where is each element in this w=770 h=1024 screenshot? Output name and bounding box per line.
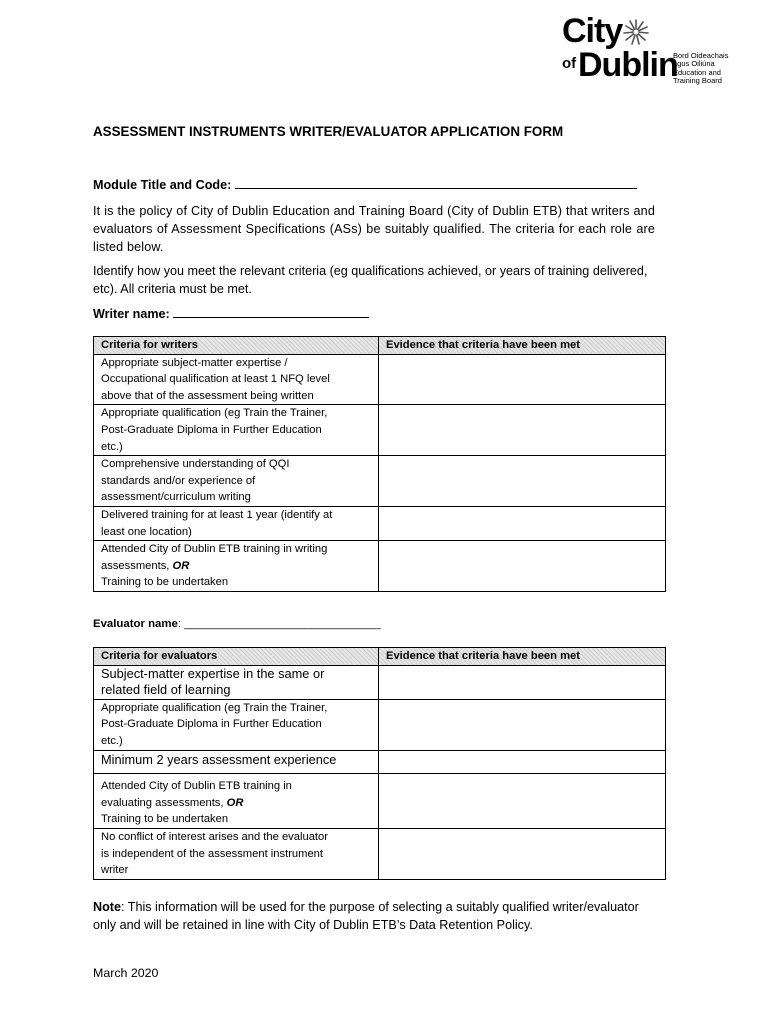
evaluator-criteria-table (93, 647, 666, 880)
writer-name-label: Writer name: (93, 307, 170, 321)
evidence-cell[interactable] (379, 828, 666, 879)
criteria-cell: No conflict of interest arises and the evaluator is independent of the assessment instrument writer (94, 828, 379, 879)
evidence-cell[interactable] (379, 750, 666, 774)
or-emphasis: OR (172, 559, 190, 572)
writer-name-line (93, 305, 655, 323)
table-header-row (94, 337, 666, 355)
criteria-cell: Delivered training for at least 1 year (identify at least one location) (94, 506, 379, 540)
policy-paragraph: It is the policy of City of Dublin Education and Training Board (City of Dublin ETB) that writers and evaluators of Assessment Specifications (ASs) be suitably qualified. The criteria for each role are listed below. (93, 204, 655, 254)
note-text: : This information will be used for the purpose of selecting a suitably qualified writer/evaluator only and will be retained in line with City of Dublin ETB’s Data Retention Policy. (93, 900, 639, 933)
table-row (94, 699, 666, 750)
table-row (94, 828, 666, 879)
table-row (94, 506, 666, 540)
evidence-cell[interactable] (379, 354, 666, 405)
form-title: ASSESSMENT INSTRUMENTS WRITER/EVALUATOR APPLICATION FORM (93, 124, 564, 139)
evaluator-evidence-header: Evidence that criteria have been met (379, 648, 666, 666)
criteria-cell: Comprehensive understanding of QQI standards and/or experience of assessment/curriculum writing (94, 456, 379, 507)
identify-paragraph: Identify how you meet the relevant criteria (eg qualifications achieved, or years of training delivered, etc). All criteria must be met. (93, 264, 648, 296)
evidence-cell[interactable] (379, 774, 666, 829)
evaluator-name-line: Evaluator name: _______________________________ (93, 618, 381, 630)
criteria-cell: Appropriate subject-matter expertise / Occupational qualification at least 1 NFQ level above that of the assessment being written (94, 354, 379, 405)
logo-dublin-text: Dublin (578, 46, 678, 84)
evidence-cell[interactable] (379, 699, 666, 750)
city-of-dublin-etb-logo (560, 14, 730, 94)
module-label: Module Title and Code: (93, 178, 232, 192)
criteria-cell: Subject-matter expertise in the same or related field of learning (94, 665, 379, 699)
logo-city-text: City (562, 12, 623, 50)
logo-burst-icon (622, 18, 650, 46)
table-row (94, 750, 666, 774)
writer-criteria-table (93, 336, 666, 592)
table-header-row (94, 648, 666, 666)
criteria-cell: Attended City of Dublin ETB training in writing assessments, OR Training to be undertaken (94, 541, 379, 592)
module-title-field[interactable] (235, 176, 637, 189)
evidence-cell[interactable] (379, 665, 666, 699)
writer-name-field[interactable] (173, 305, 369, 318)
evaluator-name-field[interactable]: _______________________________ (184, 618, 381, 630)
or-emphasis: OR (226, 796, 244, 809)
evidence-cell[interactable] (379, 456, 666, 507)
evaluator-name-label: Evaluator name (93, 618, 178, 630)
criteria-cell: Appropriate qualification (eg Train the Trainer, Post-Graduate Diploma in Further Education etc.) (94, 699, 379, 750)
table-row (94, 774, 666, 829)
document-date: March 2020 (93, 966, 159, 980)
note-label: Note (93, 900, 121, 914)
table-row (94, 354, 666, 405)
table-row (94, 405, 666, 456)
evidence-cell[interactable] (379, 506, 666, 540)
evidence-cell[interactable] (379, 405, 666, 456)
criteria-cell: Appropriate qualification (eg Train the Trainer, Post-Graduate Diploma in Further Education etc.) (94, 405, 379, 456)
logo-board-text: Bord Oideachais agus Oiliúna Education and Training Board (673, 51, 729, 85)
writer-criteria-header: Criteria for writers (94, 337, 379, 355)
table-row (94, 665, 666, 699)
logo-of-text: of (562, 55, 577, 72)
evaluator-criteria-header: Criteria for evaluators (94, 648, 379, 666)
table-row (94, 541, 666, 592)
criteria-cell: Minimum 2 years assessment experience (94, 750, 379, 774)
note-paragraph (93, 898, 663, 935)
writer-evidence-header: Evidence that criteria have been met (379, 337, 666, 355)
module-title-line (93, 176, 655, 194)
table-row (94, 456, 666, 507)
criteria-cell: Attended City of Dublin ETB training in evaluating assessments, OR Training to be undertaken (94, 774, 379, 829)
evidence-cell[interactable] (379, 541, 666, 592)
